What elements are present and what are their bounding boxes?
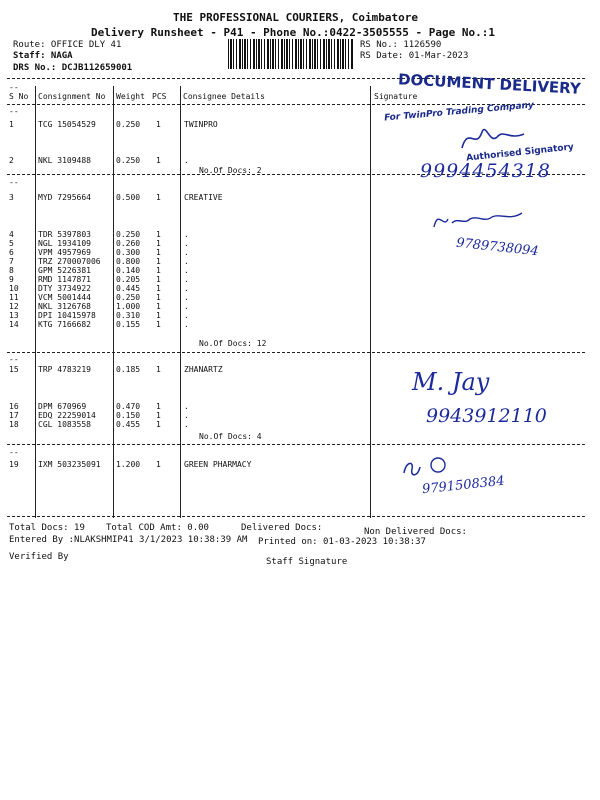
cell-cn: TRP 4783219 bbox=[38, 365, 91, 374]
cell-sno: 8 bbox=[9, 266, 14, 275]
cell-cn: NKL 3109488 bbox=[38, 156, 91, 165]
cell-sno: 19 bbox=[9, 460, 19, 469]
cell-consignee: . bbox=[184, 320, 189, 329]
cell-wt: 0.155 bbox=[116, 320, 141, 329]
cell-pcs: 1 bbox=[156, 411, 161, 420]
cell-pcs: 1 bbox=[156, 266, 161, 275]
company-stamp-line: For TwinPro Trading Company bbox=[383, 100, 535, 124]
cell-consignee: CREATIVE bbox=[184, 193, 223, 202]
drs-number: DRS No.: DCJB112659001 bbox=[13, 63, 133, 73]
cell-sno: 17 bbox=[9, 411, 19, 420]
signature-phone-4: 9791508384 bbox=[421, 473, 506, 498]
cell-cn: MYD 7295664 bbox=[38, 193, 91, 202]
signature-3-name: M. Jay bbox=[412, 368, 490, 396]
cell-consignee: . bbox=[184, 275, 189, 284]
staff: Staff: NAGA bbox=[13, 51, 73, 61]
cell-consignee: . bbox=[184, 239, 189, 248]
verified-by: Verified By bbox=[9, 552, 69, 562]
cell-consignee: TWINPRO bbox=[184, 120, 218, 129]
cell-consignee: . bbox=[184, 311, 189, 320]
signature-4 bbox=[400, 455, 450, 481]
cell-pcs: 1 bbox=[156, 302, 161, 311]
cell-sno: 14 bbox=[9, 320, 19, 329]
group-docs-note: No.Of Docs: 12 bbox=[199, 339, 267, 348]
group-docs-note: No.Of Docs: 2 bbox=[199, 166, 262, 175]
cell-pcs: 1 bbox=[156, 402, 161, 411]
cell-pcs: 1 bbox=[156, 239, 161, 248]
group-marker: -- bbox=[9, 448, 19, 457]
cell-pcs: 1 bbox=[156, 230, 161, 239]
staff-signature: Staff Signature bbox=[266, 557, 348, 567]
non-delivered-docs: Non Delivered Docs: bbox=[364, 527, 467, 537]
cell-cn: VPM 4957969 bbox=[38, 248, 91, 257]
cell-consignee: . bbox=[184, 156, 189, 165]
cell-wt: 0.470 bbox=[116, 402, 141, 411]
cell-cn: EDQ 22259014 bbox=[38, 411, 96, 420]
cell-pcs: 1 bbox=[156, 275, 161, 284]
cell-sno: 7 bbox=[9, 257, 14, 266]
cell-pcs: 1 bbox=[156, 311, 161, 320]
cell-sno: 9 bbox=[9, 275, 14, 284]
cell-wt: 0.250 bbox=[116, 230, 141, 239]
cell-sno: 6 bbox=[9, 248, 14, 257]
cell-sno: 16 bbox=[9, 402, 19, 411]
cell-wt: 0.250 bbox=[116, 156, 141, 165]
cell-pcs: 1 bbox=[156, 293, 161, 302]
cell-pcs: 1 bbox=[156, 248, 161, 257]
cell-wt: 0.260 bbox=[116, 239, 141, 248]
cell-pcs: 1 bbox=[156, 257, 161, 266]
cell-sno: 5 bbox=[9, 239, 14, 248]
cell-consignee: ZHANARTZ bbox=[184, 365, 223, 374]
cell-consignee: GREEN PHARMACY bbox=[184, 460, 252, 469]
cell-consignee: . bbox=[184, 420, 189, 429]
cell-pcs: 1 bbox=[156, 156, 161, 165]
group-docs-note: No.Of Docs: 4 bbox=[199, 432, 262, 441]
runsheet-title: Delivery Runsheet - P41 - Phone No.:0422-3505555 - Page No.:1 bbox=[91, 26, 495, 39]
cell-wt: 0.310 bbox=[116, 311, 141, 320]
cell-cn: KTG 7166682 bbox=[38, 320, 91, 329]
cell-cn: DTY 3734922 bbox=[38, 284, 91, 293]
cell-sno: 3 bbox=[9, 193, 14, 202]
cell-wt: 0.300 bbox=[116, 248, 141, 257]
col-pcs: PCS bbox=[152, 92, 167, 101]
cell-pcs: 1 bbox=[156, 120, 161, 129]
signature-phone-3: 9943912110 bbox=[426, 405, 547, 427]
total-cod: Total COD Amt: 0.00 bbox=[106, 523, 209, 533]
cell-pcs: 1 bbox=[156, 320, 161, 329]
cell-wt: 0.150 bbox=[116, 411, 141, 420]
cell-consignee: . bbox=[184, 402, 189, 411]
cell-sno: 12 bbox=[9, 302, 19, 311]
cell-wt: 0.500 bbox=[116, 193, 141, 202]
cell-consignee: . bbox=[184, 284, 189, 293]
signature-2 bbox=[430, 205, 540, 235]
cell-wt: 0.185 bbox=[116, 365, 141, 374]
cell-sno: 1 bbox=[9, 120, 14, 129]
cell-wt: 0.455 bbox=[116, 420, 141, 429]
route: Route: OFFICE DLY 41 bbox=[13, 40, 122, 50]
cell-pcs: 1 bbox=[156, 460, 161, 469]
cell-wt: 1.200 bbox=[116, 460, 141, 469]
cell-sno: 4 bbox=[9, 230, 14, 239]
cell-cn: CGL 1083558 bbox=[38, 420, 91, 429]
group-marker: -- bbox=[9, 107, 19, 116]
cell-wt: 0.800 bbox=[116, 257, 141, 266]
cell-sno: 13 bbox=[9, 311, 19, 320]
rs-date: RS Date: 01-Mar-2023 bbox=[360, 51, 469, 61]
group-marker: -- bbox=[9, 83, 19, 92]
col-consignee: Consignee Details bbox=[183, 92, 265, 101]
cell-consignee: . bbox=[184, 293, 189, 302]
cell-pcs: 1 bbox=[156, 193, 161, 202]
cell-cn: VCM 5001444 bbox=[38, 293, 91, 302]
col-signature: Signature bbox=[374, 92, 418, 101]
signature-phone-1: 9994454318 bbox=[420, 160, 551, 182]
cell-sno: 10 bbox=[9, 284, 19, 293]
cell-cn: IXM 503235091 bbox=[38, 460, 101, 469]
total-docs: Total Docs: 19 bbox=[9, 523, 85, 533]
cell-sno: 18 bbox=[9, 420, 19, 429]
cell-cn: TRZ 270007006 bbox=[38, 257, 101, 266]
rs-number: RS No.: 1126590 bbox=[360, 40, 442, 50]
cell-cn: NKL 3126768 bbox=[38, 302, 91, 311]
group-marker: -- bbox=[9, 355, 19, 364]
cell-cn: RMD 1147871 bbox=[38, 275, 91, 284]
cell-sno: 2 bbox=[9, 156, 14, 165]
document-delivery-stamp: DOCUMENT DELIVERY bbox=[397, 70, 582, 98]
cell-consignee: . bbox=[184, 230, 189, 239]
col-consignment: Consignment No bbox=[38, 92, 106, 101]
cell-pcs: 1 bbox=[156, 365, 161, 374]
col-weight: Weight bbox=[116, 92, 145, 101]
cell-wt: 0.445 bbox=[116, 284, 141, 293]
company-name: THE PROFESSIONAL COURIERS, Coimbatore bbox=[173, 11, 419, 24]
cell-cn: DPM 670969 bbox=[38, 402, 87, 411]
printed-on: Printed on: 01-03-2023 10:38:37 bbox=[258, 537, 426, 547]
delivered-docs: Delivered Docs: bbox=[241, 523, 323, 533]
cell-cn: NGL 1934109 bbox=[38, 239, 91, 248]
cell-wt: 0.250 bbox=[116, 120, 141, 129]
entered-by: Entered By :NLAKSHMIP41 3/1/2023 10:38:39 AM bbox=[9, 535, 248, 545]
barcode bbox=[228, 39, 354, 69]
cell-sno: 15 bbox=[9, 365, 19, 374]
signature-phone-2: 9789738094 bbox=[455, 235, 540, 260]
cell-consignee: . bbox=[184, 257, 189, 266]
cell-consignee: . bbox=[184, 266, 189, 275]
group-marker: -- bbox=[9, 178, 19, 187]
cell-wt: 0.140 bbox=[116, 266, 141, 275]
cell-cn: TDR 5397803 bbox=[38, 230, 91, 239]
cell-pcs: 1 bbox=[156, 284, 161, 293]
col-sno: S No bbox=[9, 92, 29, 101]
cell-wt: 0.250 bbox=[116, 293, 141, 302]
cell-consignee: . bbox=[184, 411, 189, 420]
cell-sno: 11 bbox=[9, 293, 19, 302]
cell-pcs: 1 bbox=[156, 420, 161, 429]
cell-wt: 0.205 bbox=[116, 275, 141, 284]
cell-cn: GPM 5226381 bbox=[38, 266, 91, 275]
cell-wt: 1.000 bbox=[116, 302, 141, 311]
cell-cn: TCG 15054529 bbox=[38, 120, 96, 129]
cell-consignee: . bbox=[184, 302, 189, 311]
cell-consignee: . bbox=[184, 248, 189, 257]
cell-cn: DPI 10415978 bbox=[38, 311, 96, 320]
authorised-signatory-stamp: Authorised Signatory bbox=[465, 142, 575, 164]
